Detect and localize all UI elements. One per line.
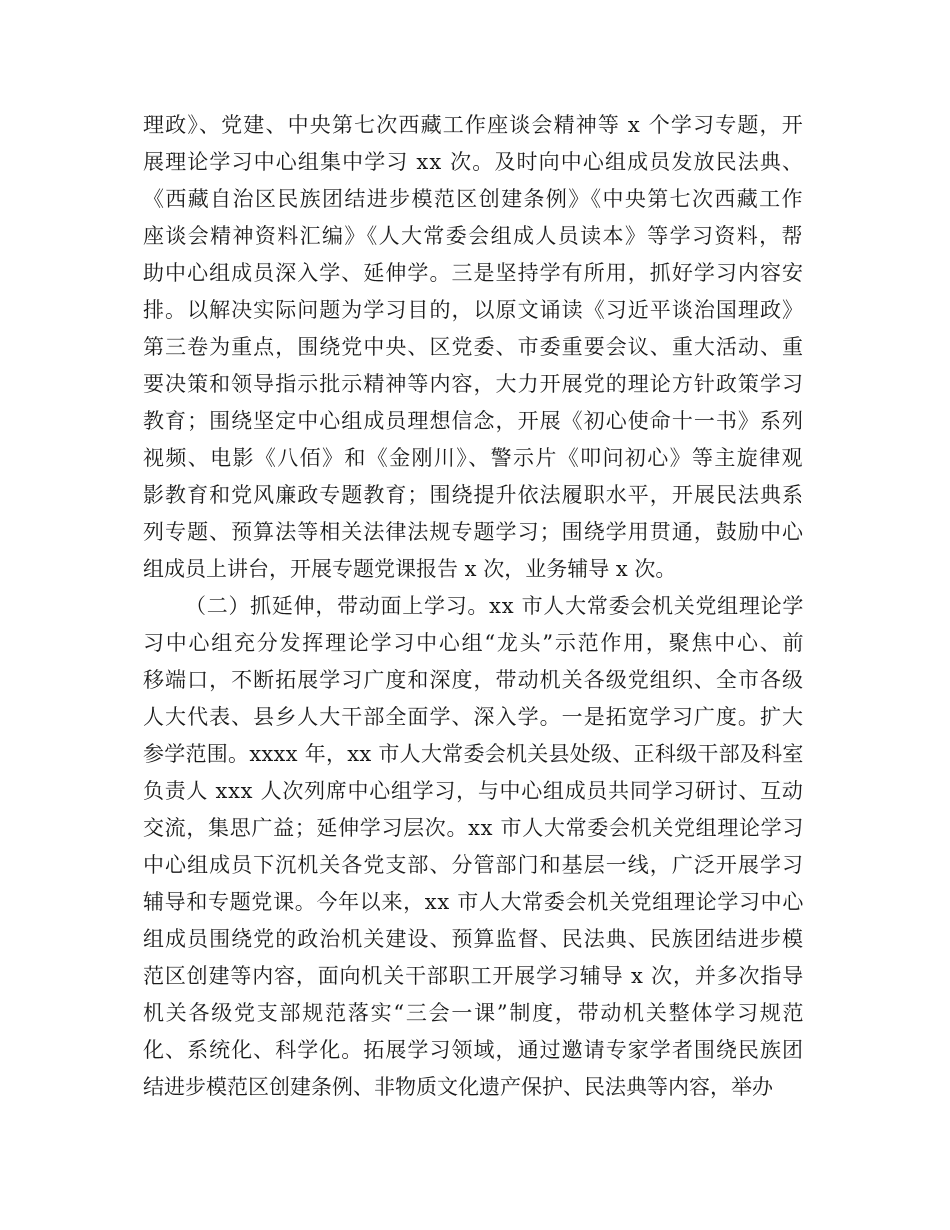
text-line: 化、系统化、科学化。拓展学习领域，通过邀请专家学者围绕民族团 <box>143 1038 805 1062</box>
text-line: 负责人 xxx 人次列席中心组学习，与中心组成员共同学习研讨、互动 <box>143 779 804 803</box>
text-line: 组成员围绕党的政治机关建设、预算监督、民法典、民族团结进步模 <box>143 927 805 951</box>
text-line: 移端口，不断拓展学习广度和深度，带动机关各级党组织、全市各级 <box>143 668 805 692</box>
text-line: 理政》、党建、中央第七次西藏工作座谈会精神等 x 个学习专题，开 <box>143 113 804 137</box>
text-line: 视频、电影《八佰》和《金刚川》、警示片《叩问初心》等主旋律观 <box>143 446 804 470</box>
text-line: 中心组成员下沉机关各党支部、分管部门和基层一线，广泛开展学习 <box>143 853 805 877</box>
text-line: 交流，集思广益；延伸学习层次。xx 市人大常委会机关党组理论学习 <box>143 816 805 840</box>
text-line: 展理论学习中心组集中学习 xx 次。及时向中心组成员发放民法典、 <box>143 150 805 174</box>
text-line: 教育；围绕坚定中心组成员理想信念，开展《初心使命十一书》系列 <box>143 409 805 433</box>
text-line: 组成员上讲台，开展专题党课报告 x 次，业务辅导 x 次。 <box>143 557 677 581</box>
text-line: 《西藏自治区民族团结进步模范区创建条例》《中央第七次西藏工作 <box>143 187 804 211</box>
text-line: 排。以解决实际问题为学习目的，以原文诵读《习近平谈治国理政》 <box>143 298 805 322</box>
text-line: 参学范围。xxxx 年，xx 市人大常委会机关县处级、正科级干部及科室 <box>143 742 804 766</box>
text-line: 机关各级党支部规范落实“三会一课”制度，带动机关整体学习规范 <box>143 1001 806 1025</box>
text-line: 助中心组成员深入学、延伸学。三是坚持学有所用，抓好学习内容安 <box>143 261 805 285</box>
text-line: 人大代表、县乡人大干部全面学、深入学。一是拓宽学习广度。扩大 <box>143 705 805 729</box>
text-line: 结进步模范区创建条例、非物质文化遗产保护、民法典等内容，举办 <box>143 1075 773 1099</box>
text-line: 范区创建等内容，面向机关干部职工开展学习辅导 x 次，并多次指导 <box>143 964 805 988</box>
text-line: 座谈会精神资料汇编》《人大常委会组成人员读本》等学习资料，帮 <box>143 224 804 248</box>
text-line: 要决策和领导指示批示精神等内容，大力开展党的理论方针政策学习 <box>143 372 805 396</box>
text-line: 习中心组充分发挥理论学习中心组“龙头”示范作用，聚焦中心、前 <box>143 631 806 655</box>
text-line: 第三卷为重点，围绕党中央、区党委、市委重要会议、重大活动、重 <box>143 335 805 359</box>
text-line: 辅导和专题党课。今年以来，xx 市人大常委会机关党组理论学习中心 <box>143 890 805 914</box>
text-line: 列专题、预算法等相关法律法规专题学习；围绕学用贯通，鼓励中心 <box>143 520 805 544</box>
paragraph-start-line: （二）抓延伸，带动面上学习。xx 市人大常委会机关党组理论学 <box>185 594 805 618</box>
text-line: 影教育和党风廉政专题教育；围绕提升依法履职水平，开展民法典系 <box>143 483 805 507</box>
